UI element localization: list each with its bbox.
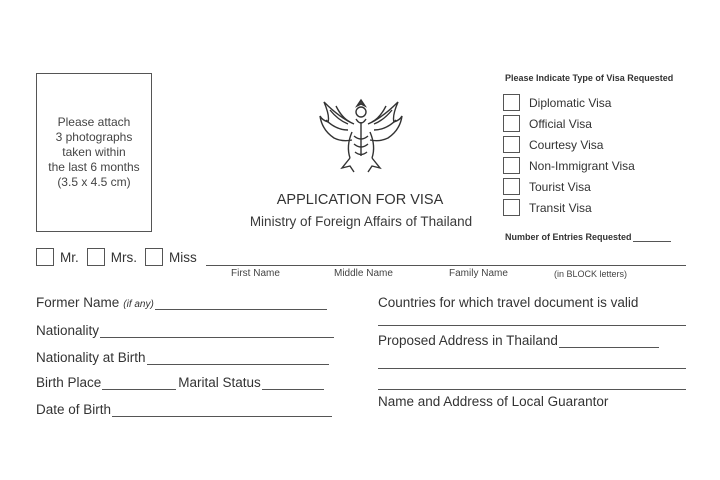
full-name-input-line[interactable] bbox=[206, 265, 686, 266]
nationality-birth-label: Nationality at Birth bbox=[36, 350, 146, 365]
address-line-2[interactable] bbox=[378, 368, 686, 369]
visa-option-official[interactable] bbox=[503, 113, 635, 134]
entries-field bbox=[505, 232, 671, 242]
visa-option-label: Tourist Visa bbox=[529, 179, 591, 194]
former-name-field bbox=[36, 295, 327, 310]
guarantor-label: Name and Address of Local Guarantor bbox=[378, 394, 609, 409]
visa-option-diplomatic[interactable] bbox=[503, 92, 635, 113]
form-title: APPLICATION FOR VISA bbox=[276, 192, 444, 208]
mrs-checkbox[interactable] bbox=[87, 248, 105, 266]
title-selection bbox=[36, 248, 205, 266]
visa-checkbox[interactable] bbox=[503, 199, 520, 216]
countries-field bbox=[378, 295, 638, 310]
first-name-caption: First Name bbox=[231, 268, 280, 279]
birth-place-marital-field bbox=[36, 375, 324, 390]
countries-input-line[interactable] bbox=[378, 325, 686, 326]
nationality-birth-input-line[interactable] bbox=[147, 363, 329, 365]
address-line-3[interactable] bbox=[378, 389, 686, 390]
birth-place-label: Birth Place bbox=[36, 375, 102, 390]
mr-checkbox[interactable] bbox=[36, 248, 54, 266]
former-name-note: (if any) bbox=[123, 299, 154, 310]
former-name-input-line[interactable] bbox=[155, 308, 327, 310]
family-name-caption: Family Name bbox=[449, 268, 508, 279]
miss-checkbox[interactable] bbox=[145, 248, 163, 266]
visa-checkbox[interactable] bbox=[503, 178, 520, 195]
visa-option-label: Official Visa bbox=[529, 116, 592, 131]
middle-name-caption: Middle Name bbox=[334, 268, 393, 279]
countries-label: Countries for which travel document is valid bbox=[378, 295, 639, 310]
mr-label: Mr. bbox=[60, 249, 79, 265]
nationality-input-line[interactable] bbox=[100, 336, 334, 338]
former-name-label: Former Name bbox=[36, 295, 120, 310]
marital-status-label: Marital Status bbox=[178, 375, 261, 390]
visa-option-non-immigrant[interactable] bbox=[503, 155, 635, 176]
visa-option-label: Non-Immigrant Visa bbox=[529, 158, 635, 173]
visa-option-label: Courtesy Visa bbox=[529, 137, 604, 152]
photo-box bbox=[36, 73, 152, 232]
birth-place-input-line[interactable] bbox=[102, 388, 176, 390]
date-of-birth-label: Date of Birth bbox=[36, 402, 112, 417]
nationality-birth-field bbox=[36, 350, 329, 365]
nationality-field bbox=[36, 323, 334, 338]
photo-instructions: Please attach 3 photographs taken within the last 6 months (3.5 x 4.5 cm) bbox=[48, 115, 140, 189]
entries-label: Number of Entries Requested bbox=[505, 232, 632, 242]
visa-checkbox[interactable] bbox=[503, 94, 520, 111]
visa-option-transit[interactable] bbox=[503, 197, 635, 218]
visa-checkbox[interactable] bbox=[503, 115, 520, 132]
address-field bbox=[378, 333, 659, 348]
visa-option-label: Transit Visa bbox=[529, 200, 592, 215]
block-letters-note: (in BLOCK letters) bbox=[554, 269, 628, 279]
garuda-emblem-icon bbox=[316, 92, 406, 178]
address-input-line[interactable] bbox=[559, 346, 659, 348]
visa-option-tourist[interactable] bbox=[503, 176, 635, 197]
address-label: Proposed Address in Thailand bbox=[378, 333, 558, 348]
visa-option-courtesy[interactable] bbox=[503, 134, 635, 155]
visa-type-list bbox=[503, 92, 635, 218]
mrs-label: Mrs. bbox=[110, 249, 137, 265]
entries-input-line[interactable] bbox=[633, 241, 671, 242]
miss-label: Miss bbox=[169, 249, 197, 265]
nationality-label: Nationality bbox=[36, 323, 100, 338]
visa-checkbox[interactable] bbox=[503, 136, 520, 153]
guarantor-field bbox=[378, 394, 608, 409]
visa-checkbox[interactable] bbox=[503, 157, 520, 174]
visa-option-label: Diplomatic Visa bbox=[529, 95, 612, 110]
ministry-name: Ministry of Foreign Affairs of Thailand bbox=[249, 214, 473, 229]
visa-type-heading: Please Indicate Type of Visa Requested bbox=[505, 73, 674, 83]
date-of-birth-input-line[interactable] bbox=[112, 415, 332, 417]
marital-status-input-line[interactable] bbox=[262, 388, 324, 390]
date-of-birth-field bbox=[36, 402, 332, 417]
